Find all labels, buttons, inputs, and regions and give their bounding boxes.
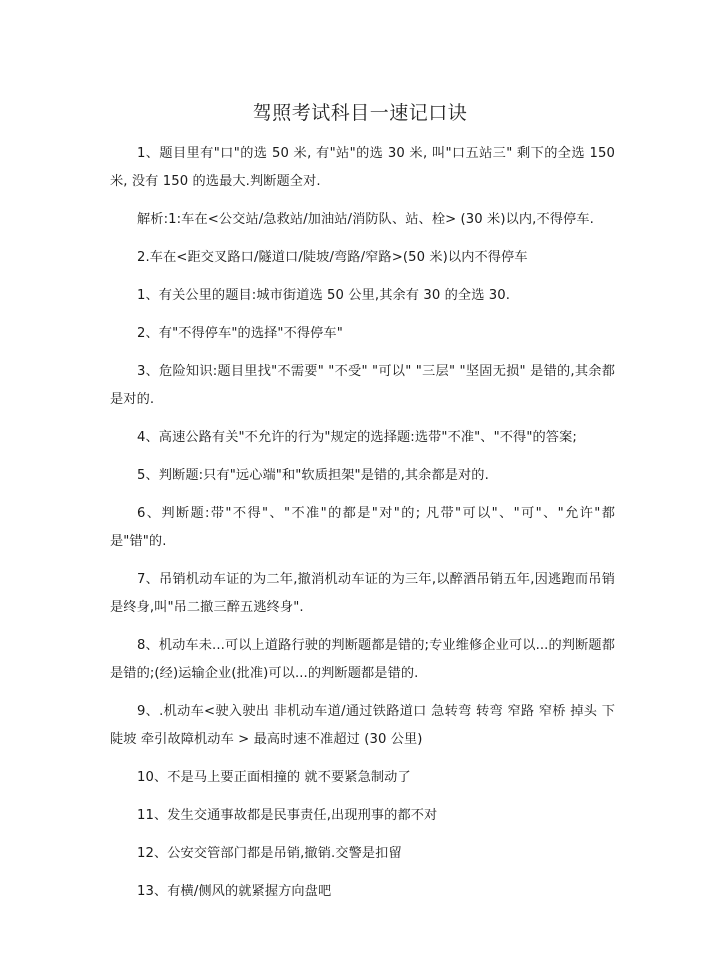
document-title: 驾照考试科目一速记口诀 (252, 102, 468, 124)
document-body (110, 140, 620, 916)
paragraph-9: 6、判断题:带"不得"、"不准"的都是"对"的; 凡带"可以"、"可"、"允许"都是"错"的. (110, 506, 615, 549)
paragraph-16: 13、有横/侧风的就紧握方向盘吧 (137, 884, 332, 899)
paragraph-15: 12、公安交管部门都是吊销,撤销.交警是扣留 (137, 846, 402, 861)
paragraph-10: 7、吊销机动车证的为二年,撤消机动车证的为三年,以醉酒吊销五年,因逃跑而吊销是终身,叫"吊二撤三醉五逃终身". (110, 572, 615, 615)
paragraph-8: 5、判断题:只有"远心端"和"软质担架"是错的,其余都是对的. (137, 468, 489, 483)
paragraph-14: 11、发生交通事故都是民事责任,出现刑事的都不对 (137, 808, 438, 823)
paragraph-5: 2、有"不得停车"的选择"不得停车" (137, 326, 343, 341)
paragraph-1: 1、题目里有"口"的选 50 米, 有"站"的选 30 米, 叫"口五站三" 剩下的全选 150 米, 没有 150 的选最大.判断题全对. (110, 146, 620, 189)
paragraph-12: 9、.机动车<驶入驶出 非机动车道/通过铁路道口 急转弯 转弯 窄路 窄桥 掉头 下陡坡 牵引故障机动车 > 最高时速不准超过 (30 公里) (110, 704, 615, 747)
paragraph-2: 解析:1:车在<公交站/急救站/加油站/消防队、站、栓> (30 米)以内,不得停车. (137, 212, 594, 227)
paragraph-11: 8、机动车未...可以上道路行驶的判断题都是错的;专业维修企业可以...的判断题都是错的;(经)运输企业(批准)可以...的判断题都是错的. (110, 638, 615, 681)
paragraph-13: 10、不是马上要正面相撞的 就不要紧急制动了 (137, 770, 411, 785)
paragraph-3: 2.车在<距交叉路口/隧道口/陡坡/弯路/窄路>(50 米)以内不得停车 (137, 250, 528, 265)
paragraph-4: 1、有关公里的题目:城市街道选 50 公里,其余有 30 的全选 30. (137, 288, 511, 303)
paragraph-7: 4、高速公路有关"不允许的行为"规定的选择题:选带"不准"、"不得"的答案; (137, 430, 577, 445)
paragraph-6: 3、危险知识:题目里找"不需要" "不受" "可以" "三层" "坚固无损" 是错的,其余都是对的. (110, 364, 615, 407)
